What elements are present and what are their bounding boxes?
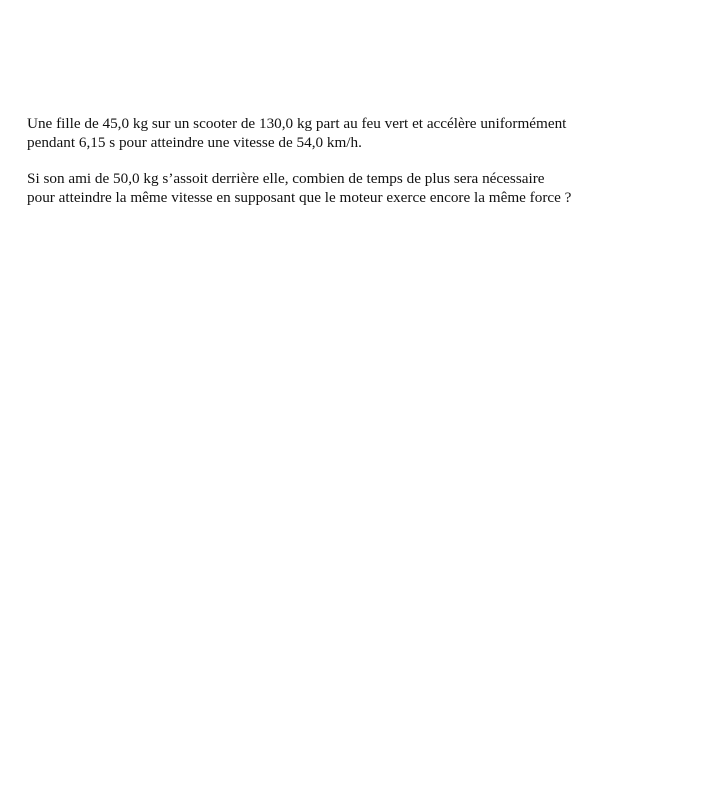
problem-paragraph-1 (27, 114, 707, 152)
problem-paragraph-2-line-2: pour atteindre la même vitesse en supposant que le moteur exerce encore la même force ? (27, 189, 572, 206)
problem-paragraph-2 (27, 169, 707, 207)
physics-problem-text (27, 114, 707, 224)
problem-paragraph-1-line-1: Une fille de 45,0 kg sur un scooter de 130,0 kg part au feu vert et accélère uniformément (27, 115, 567, 132)
problem-paragraph-2-line-1: Si son ami de 50,0 kg s’assoit derrière elle, combien de temps de plus sera nécessaire (27, 170, 545, 187)
problem-paragraph-1-line-2: pendant 6,15 s pour atteindre une vitesse de 54,0 km/h. (27, 134, 362, 151)
